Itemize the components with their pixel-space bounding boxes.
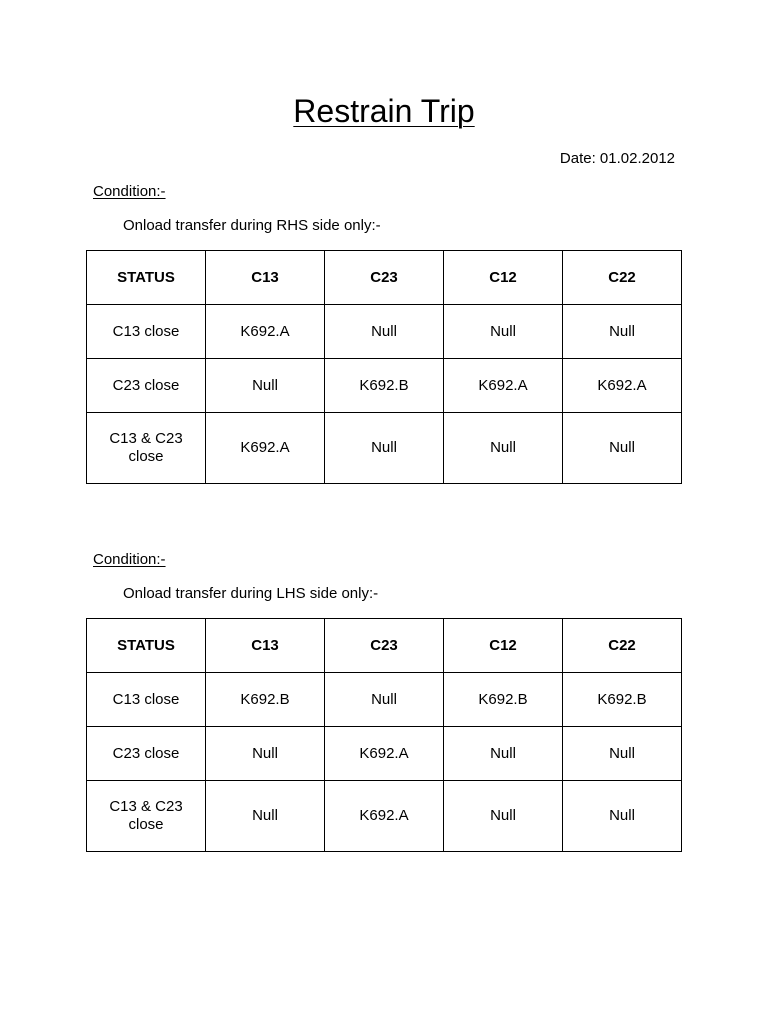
table-cell-status: C23 close — [87, 359, 206, 413]
table-cell: K692.B — [563, 673, 682, 727]
condition-label-1: Condition:- — [93, 183, 166, 200]
table-cell: K692.B — [206, 673, 325, 727]
table-row — [87, 673, 682, 727]
table-cell-status: C13 close — [87, 305, 206, 359]
table-cell: K692.A — [206, 305, 325, 359]
table-cell: Null — [206, 781, 325, 852]
table-cell: Null — [206, 359, 325, 413]
table-cell: Null — [563, 305, 682, 359]
column-header-status: STATUS — [87, 251, 206, 305]
table-cell: Null — [563, 727, 682, 781]
table-row — [87, 781, 682, 852]
table-cell: K692.A — [325, 727, 444, 781]
table-header-row — [87, 251, 682, 305]
table-row — [87, 413, 682, 484]
column-header-c22: C22 — [563, 619, 682, 673]
table-row — [87, 359, 682, 413]
table-cell: Null — [325, 413, 444, 484]
table-cell: Null — [444, 413, 563, 484]
column-header-c22: C22 — [563, 251, 682, 305]
document-title-text: Restrain Trip — [293, 93, 475, 129]
table-row — [87, 305, 682, 359]
table-cell-status: C23 close — [87, 727, 206, 781]
table-cell: Null — [325, 673, 444, 727]
column-header-c13: C13 — [206, 619, 325, 673]
table-cell: K692.B — [444, 673, 563, 727]
document-title — [0, 91, 768, 131]
column-header-c13: C13 — [206, 251, 325, 305]
table-cell: K692.A — [563, 359, 682, 413]
table-cell: Null — [444, 781, 563, 852]
section-subheading-2: Onload transfer during LHS side only:- — [123, 585, 379, 602]
table-row — [87, 727, 682, 781]
table-cell-status: C13 close — [87, 673, 206, 727]
condition-label-2: Condition:- — [93, 551, 166, 568]
table-cell-status: C13 & C23 close — [87, 413, 206, 484]
table-cell: Null — [325, 305, 444, 359]
table-header-row — [87, 619, 682, 673]
column-header-c12: C12 — [444, 619, 563, 673]
status-table-rhs — [86, 250, 682, 484]
table-cell: Null — [206, 727, 325, 781]
column-header-c12: C12 — [444, 251, 563, 305]
table-cell: Null — [444, 727, 563, 781]
column-header-c23: C23 — [325, 619, 444, 673]
table-cell: K692.A — [325, 781, 444, 852]
table-cell: Null — [444, 305, 563, 359]
table-cell: K692.B — [325, 359, 444, 413]
column-header-status: STATUS — [87, 619, 206, 673]
table-cell: Null — [563, 413, 682, 484]
column-header-c23: C23 — [325, 251, 444, 305]
table-cell-status: C13 & C23 close — [87, 781, 206, 852]
table-cell: K692.A — [444, 359, 563, 413]
table-cell: K692.A — [206, 413, 325, 484]
status-table-lhs — [86, 618, 682, 852]
document-date: Date: 01.02.2012 — [559, 150, 675, 167]
section-subheading-1: Onload transfer during RHS side only:- — [123, 217, 381, 234]
table-cell: Null — [563, 781, 682, 852]
